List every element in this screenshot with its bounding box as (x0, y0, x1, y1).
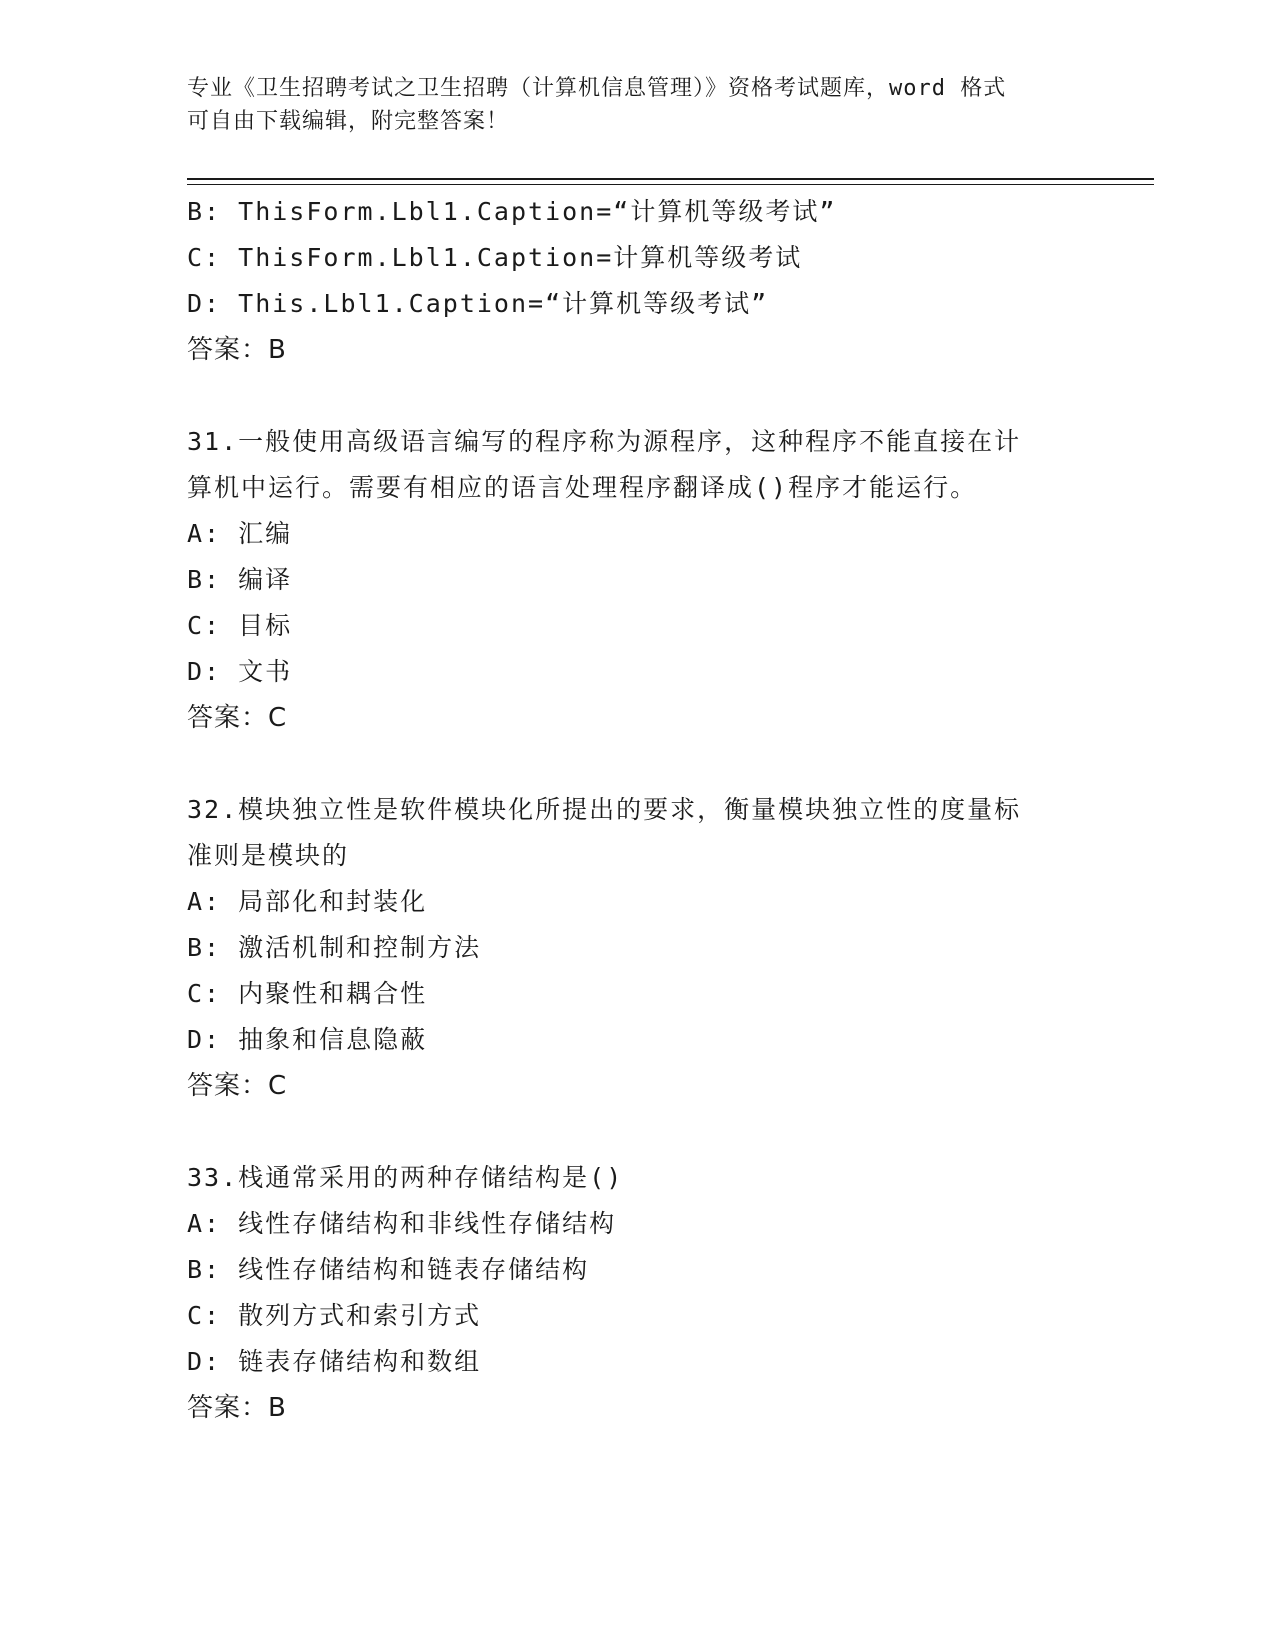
question-text-line-2: 算机中运行。需要有相应的语言处理程序翻译成()程序才能运行。 (187, 473, 978, 502)
answer: 答案：B (187, 1393, 287, 1423)
spacer (187, 741, 1087, 787)
option-a: A: 线性存储结构和非线性存储结构 (187, 1209, 617, 1238)
answer: 答案：C (187, 1071, 288, 1101)
option-b: B: ThisForm.Lbl1.Caption=“计算机等级考试” (187, 197, 837, 226)
document-header (187, 72, 1087, 138)
option-b: B: 线性存储结构和链表存储结构 (187, 1255, 590, 1284)
spacer (187, 373, 1087, 419)
header-divider-thin (187, 184, 1154, 185)
option-c: C: 目标 (187, 611, 293, 640)
question-text-line-1: 31.一般使用高级语言编写的程序称为源程序，这种程序不能直接在计 (187, 427, 1022, 456)
option-c: C: ThisForm.Lbl1.Caption=计算机等级考试 (187, 243, 803, 272)
question-list (187, 189, 1087, 1431)
question-text-line-1: 32.模块独立性是软件模块化所提出的要求，衡量模块独立性的度量标 (187, 795, 1022, 824)
partial-question (187, 189, 1087, 373)
option-b: B: 编译 (187, 565, 293, 594)
option-d: D: 抽象和信息隐蔽 (187, 1025, 428, 1054)
answer: 答案：B (187, 335, 287, 365)
question-text-line-1: 33.栈通常采用的两种存储结构是() (187, 1163, 624, 1192)
question-32 (187, 787, 1087, 1109)
question-31 (187, 419, 1087, 741)
header-line-1: 专业《卫生招聘考试之卫生招聘（计算机信息管理）》资格考试题库，word 格式 (187, 76, 1007, 101)
question-text-line-2: 准则是模块的 (187, 841, 350, 870)
option-c: C: 散列方式和索引方式 (187, 1301, 482, 1330)
header-divider-thick (187, 178, 1154, 180)
option-a: A: 局部化和封装化 (187, 887, 428, 916)
spacer (187, 1109, 1087, 1155)
answer: 答案：C (187, 703, 288, 733)
question-33 (187, 1155, 1087, 1431)
option-a: A: 汇编 (187, 519, 293, 548)
option-b: B: 激活机制和控制方法 (187, 933, 482, 962)
option-c: C: 内聚性和耦合性 (187, 979, 428, 1008)
option-d: D: 链表存储结构和数组 (187, 1347, 482, 1376)
header-line-2: 可自由下载编辑，附完整答案！ (187, 109, 510, 134)
option-d: D: 文书 (187, 657, 293, 686)
option-d: D: This.Lbl1.Caption=“计算机等级考试” (187, 289, 769, 318)
